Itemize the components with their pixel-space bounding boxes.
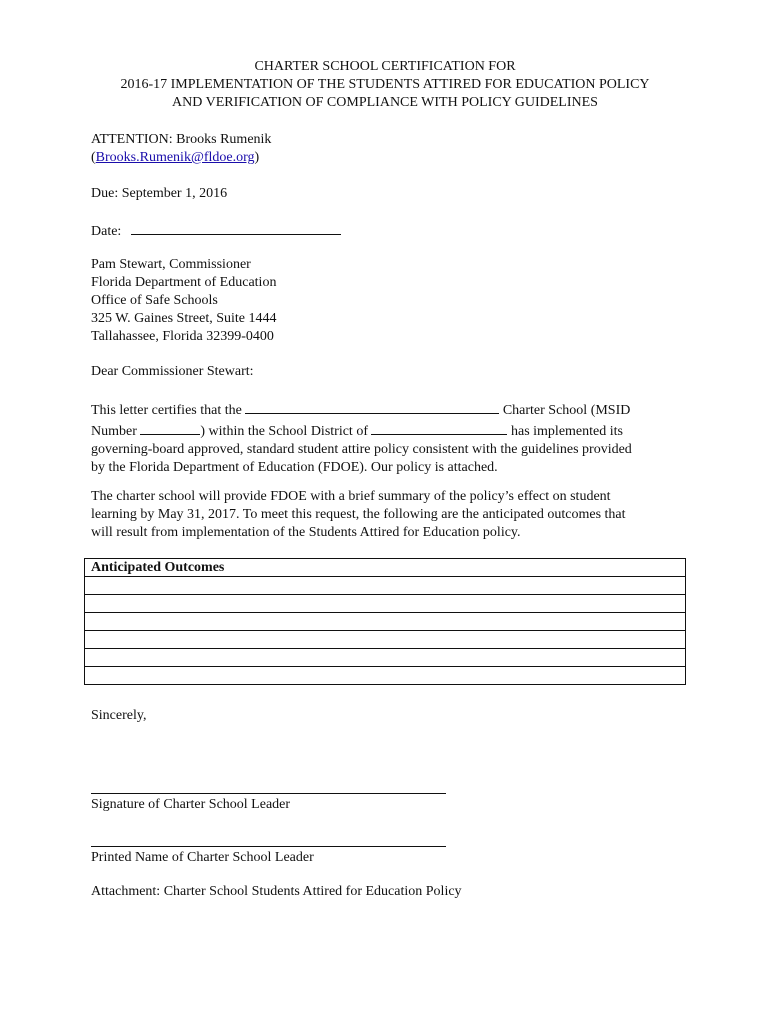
due-date: Due: September 1, 2016 xyxy=(91,186,228,201)
closing: Sincerely, xyxy=(91,708,147,723)
district-blank-field[interactable] xyxy=(371,420,507,435)
date-blank-field[interactable] xyxy=(131,220,341,235)
table-row[interactable] xyxy=(85,577,686,595)
cert-text: has implemented its xyxy=(510,424,623,439)
cert-line-4: by the Florida Department of Education (FDOE). Our policy is attached. xyxy=(91,460,498,475)
address-line: 325 W. Gaines Street, Suite 1444 xyxy=(91,311,277,326)
table-row[interactable] xyxy=(85,667,686,685)
table-row[interactable] xyxy=(85,631,686,649)
attention-block xyxy=(91,131,691,167)
cert-line-2 xyxy=(91,420,691,441)
signature-label: Signature of Charter School Leader xyxy=(91,797,291,812)
cert-text: Number xyxy=(91,424,137,439)
school-name-blank-field[interactable] xyxy=(245,399,499,414)
attention-email-line xyxy=(91,149,691,167)
salutation: Dear Commissioner Stewart: xyxy=(91,364,254,379)
cert-line-3: governing-board approved, standard student attire policy consistent with the guidelines provided xyxy=(91,442,632,457)
title-line-3: AND VERIFICATION OF COMPLIANCE WITH POLICY GUIDELINES xyxy=(172,95,598,110)
table-row[interactable] xyxy=(85,595,686,613)
signature-line[interactable] xyxy=(91,793,446,794)
printed-name-line[interactable] xyxy=(91,846,446,847)
summary-paragraph xyxy=(91,488,691,542)
summary-line: will result from implementation of the Students Attired for Education policy. xyxy=(91,525,521,540)
cert-text: Charter School (MSID xyxy=(502,403,631,418)
email-link[interactable]: Brooks.Rumenik@fldoe.org xyxy=(95,150,255,165)
table-row[interactable] xyxy=(85,613,686,631)
title-line-1: CHARTER SCHOOL CERTIFICATION FOR xyxy=(254,59,516,74)
summary-line: The charter school will provide FDOE with a brief summary of the policy’s effect on student xyxy=(91,489,611,504)
anticipated-outcomes-table xyxy=(84,558,686,685)
date-line xyxy=(91,220,691,241)
date-label: Date: xyxy=(91,224,122,239)
address-line: Office of Safe Schools xyxy=(91,293,218,308)
address-line: Pam Stewart, Commissioner xyxy=(91,257,251,272)
document-title xyxy=(0,58,770,112)
title-line-2: 2016-17 IMPLEMENTATION OF THE STUDENTS ATTIRED FOR EDUCATION POLICY xyxy=(120,77,650,92)
open-paren: ( xyxy=(91,150,96,165)
attention-line: ATTENTION: Brooks Rumenik xyxy=(91,132,272,147)
summary-line: learning by May 31, 2017. To meet this request, the following are the anticipated outcomes that xyxy=(91,507,626,522)
cert-line-1 xyxy=(91,399,691,420)
cert-text: This letter certifies that the xyxy=(91,403,242,418)
printed-name-label: Printed Name of Charter School Leader xyxy=(91,850,314,865)
cert-text: ) within the School District of xyxy=(200,424,368,439)
address-line: Tallahassee, Florida 32399-0400 xyxy=(91,329,274,344)
table-header: Anticipated Outcomes xyxy=(85,559,686,577)
certification-paragraph xyxy=(91,399,691,477)
address-line: Florida Department of Education xyxy=(91,275,277,290)
attachment-note: Attachment: Charter School Students Attired for Education Policy xyxy=(91,884,462,899)
address-block xyxy=(91,256,691,346)
close-paren: ) xyxy=(254,150,260,165)
table-row[interactable] xyxy=(85,649,686,667)
msid-blank-field[interactable] xyxy=(140,420,200,435)
